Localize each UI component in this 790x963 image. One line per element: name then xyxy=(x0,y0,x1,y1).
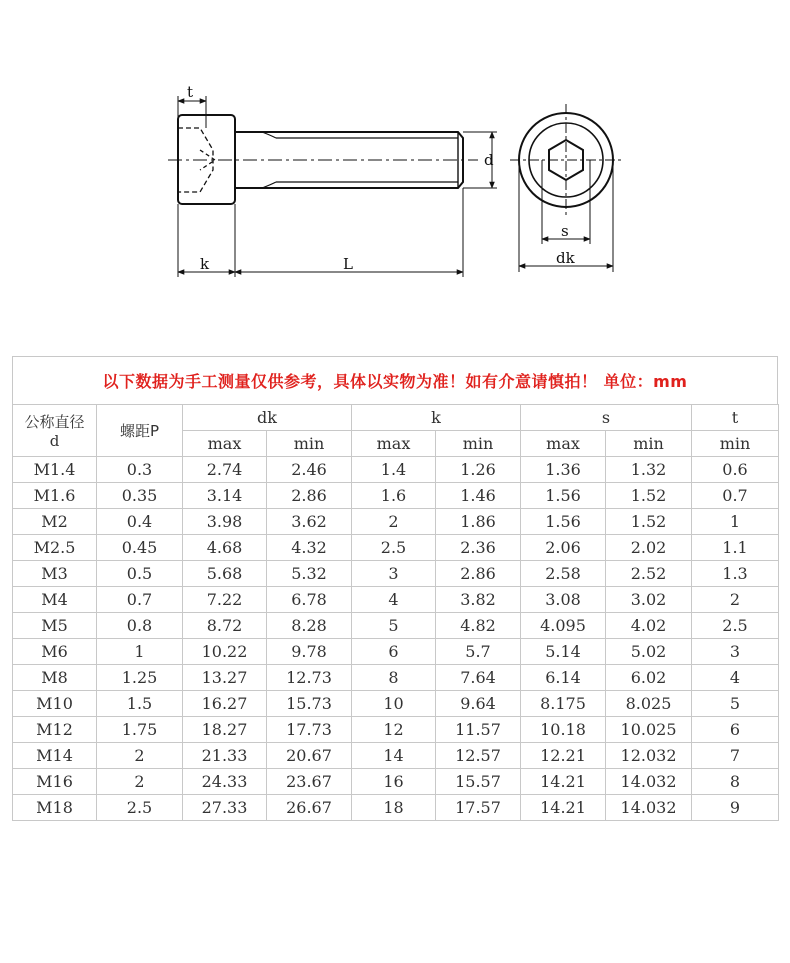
dim-label-s: s xyxy=(561,222,569,240)
cell-dk-min: 3.62 xyxy=(267,509,352,535)
cell-dk-min: 8.28 xyxy=(267,613,352,639)
cell-s-max: 6.14 xyxy=(521,665,606,691)
header-s-max: max xyxy=(521,431,606,457)
screw-technical-drawing xyxy=(0,0,790,300)
cell-k-max: 6 xyxy=(352,639,436,665)
cell-dk-max: 5.68 xyxy=(183,561,267,587)
cell-k-min: 17.57 xyxy=(436,795,521,821)
cell-dk-min: 23.67 xyxy=(267,769,352,795)
cell-s-max: 12.21 xyxy=(521,743,606,769)
cell-size: M5 xyxy=(13,613,97,639)
cell-s-min: 6.02 xyxy=(606,665,692,691)
table-row xyxy=(13,509,779,535)
screw-end-view xyxy=(510,104,622,216)
cell-pitch: 2.5 xyxy=(97,795,183,821)
cell-pitch: 0.8 xyxy=(97,613,183,639)
cell-dk-min: 2.86 xyxy=(267,483,352,509)
cell-dk-min: 5.32 xyxy=(267,561,352,587)
cell-t-min: 1.1 xyxy=(692,535,779,561)
cell-pitch: 0.45 xyxy=(97,535,183,561)
cell-pitch: 2 xyxy=(97,743,183,769)
cell-dk-max: 27.33 xyxy=(183,795,267,821)
cell-dk-min: 15.73 xyxy=(267,691,352,717)
cell-k-max: 3 xyxy=(352,561,436,587)
cell-k-max: 18 xyxy=(352,795,436,821)
dimension-table xyxy=(12,404,779,821)
cell-k-max: 1.4 xyxy=(352,457,436,483)
cell-k-max: 10 xyxy=(352,691,436,717)
cell-dk-max: 21.33 xyxy=(183,743,267,769)
cell-t-min: 8 xyxy=(692,769,779,795)
header-s-min: min xyxy=(606,431,692,457)
table-row xyxy=(13,691,779,717)
cell-k-min: 1.86 xyxy=(436,509,521,535)
cell-k-max: 1.6 xyxy=(352,483,436,509)
cell-k-max: 4 xyxy=(352,587,436,613)
header-d-line1: 公称直径 xyxy=(24,413,85,431)
cell-t-min: 4 xyxy=(692,665,779,691)
header-nominal-diameter xyxy=(13,405,97,457)
cell-s-min: 8.025 xyxy=(606,691,692,717)
cell-dk-min: 17.73 xyxy=(267,717,352,743)
cell-dk-min: 12.73 xyxy=(267,665,352,691)
cell-t-min: 1.3 xyxy=(692,561,779,587)
table-body xyxy=(13,457,779,821)
table-row xyxy=(13,483,779,509)
cell-t-min: 0.7 xyxy=(692,483,779,509)
cell-t-min: 3 xyxy=(692,639,779,665)
cell-s-max: 4.095 xyxy=(521,613,606,639)
cell-s-min: 14.032 xyxy=(606,769,692,795)
cell-k-max: 2 xyxy=(352,509,436,535)
header-dk: dk xyxy=(183,405,352,431)
cell-s-min: 5.02 xyxy=(606,639,692,665)
cell-size: M6 xyxy=(13,639,97,665)
cell-size: M3 xyxy=(13,561,97,587)
cell-s-min: 2.52 xyxy=(606,561,692,587)
cell-k-max: 14 xyxy=(352,743,436,769)
header-t-min: min xyxy=(692,431,779,457)
cell-dk-max: 24.33 xyxy=(183,769,267,795)
cell-s-max: 8.175 xyxy=(521,691,606,717)
cell-dk-min: 9.78 xyxy=(267,639,352,665)
cell-k-min: 9.64 xyxy=(436,691,521,717)
measurement-notice: 以下数据为手工测量仅供参考，具体以实物为准！如有介意请慎拍！ 单位：mm xyxy=(12,356,778,404)
cell-dk-max: 3.14 xyxy=(183,483,267,509)
cell-dk-min: 6.78 xyxy=(267,587,352,613)
table-row xyxy=(13,639,779,665)
header-k-max: max xyxy=(352,431,436,457)
cell-k-max: 2.5 xyxy=(352,535,436,561)
cell-dk-min: 26.67 xyxy=(267,795,352,821)
cell-dk-max: 18.27 xyxy=(183,717,267,743)
cell-t-min: 6 xyxy=(692,717,779,743)
cell-k-min: 11.57 xyxy=(436,717,521,743)
screw-side-view xyxy=(168,115,478,204)
table-row xyxy=(13,769,779,795)
table-row xyxy=(13,561,779,587)
cell-size: M2.5 xyxy=(13,535,97,561)
cell-pitch: 1.75 xyxy=(97,717,183,743)
cell-s-min: 14.032 xyxy=(606,795,692,821)
cell-s-min: 1.32 xyxy=(606,457,692,483)
cell-size: M12 xyxy=(13,717,97,743)
cell-t-min: 0.6 xyxy=(692,457,779,483)
cell-size: M14 xyxy=(13,743,97,769)
cell-k-min: 7.64 xyxy=(436,665,521,691)
cell-s-max: 1.56 xyxy=(521,509,606,535)
cell-s-min: 1.52 xyxy=(606,509,692,535)
table-row xyxy=(13,457,779,483)
cell-pitch: 0.35 xyxy=(97,483,183,509)
cell-dk-max: 16.27 xyxy=(183,691,267,717)
table-row xyxy=(13,587,779,613)
cell-s-max: 1.36 xyxy=(521,457,606,483)
cell-k-max: 16 xyxy=(352,769,436,795)
cell-k-min: 12.57 xyxy=(436,743,521,769)
cell-t-min: 2 xyxy=(692,587,779,613)
dim-label-t: t xyxy=(187,83,194,101)
cell-k-min: 2.36 xyxy=(436,535,521,561)
cell-dk-max: 3.98 xyxy=(183,509,267,535)
header-k: k xyxy=(352,405,521,431)
cell-pitch: 1.25 xyxy=(97,665,183,691)
table-row xyxy=(13,613,779,639)
cell-size: M2 xyxy=(13,509,97,535)
cell-pitch: 0.3 xyxy=(97,457,183,483)
cell-s-max: 14.21 xyxy=(521,769,606,795)
dim-label-dk: dk xyxy=(556,249,575,267)
cell-k-max: 5 xyxy=(352,613,436,639)
cell-size: M16 xyxy=(13,769,97,795)
cell-t-min: 5 xyxy=(692,691,779,717)
cell-size: M10 xyxy=(13,691,97,717)
cell-pitch: 0.4 xyxy=(97,509,183,535)
dim-label-k: k xyxy=(200,255,210,273)
header-t: t xyxy=(692,405,779,431)
cell-size: M4 xyxy=(13,587,97,613)
cell-t-min: 9 xyxy=(692,795,779,821)
table-row xyxy=(13,535,779,561)
cell-dk-min: 4.32 xyxy=(267,535,352,561)
cell-pitch: 1 xyxy=(97,639,183,665)
cell-s-max: 1.56 xyxy=(521,483,606,509)
cell-dk-max: 10.22 xyxy=(183,639,267,665)
header-dk-min: min xyxy=(267,431,352,457)
cell-s-min: 1.52 xyxy=(606,483,692,509)
header-dk-max: max xyxy=(183,431,267,457)
cell-dk-min: 20.67 xyxy=(267,743,352,769)
cell-s-min: 2.02 xyxy=(606,535,692,561)
cell-k-min: 1.26 xyxy=(436,457,521,483)
cell-k-min: 15.57 xyxy=(436,769,521,795)
header-k-min: min xyxy=(436,431,521,457)
cell-dk-min: 2.46 xyxy=(267,457,352,483)
cell-pitch: 1.5 xyxy=(97,691,183,717)
cell-k-min: 3.82 xyxy=(436,587,521,613)
cell-dk-max: 7.22 xyxy=(183,587,267,613)
table-row xyxy=(13,717,779,743)
cell-s-min: 12.032 xyxy=(606,743,692,769)
table-row xyxy=(13,743,779,769)
cell-k-min: 5.7 xyxy=(436,639,521,665)
cell-k-min: 4.82 xyxy=(436,613,521,639)
cell-s-max: 10.18 xyxy=(521,717,606,743)
cell-dk-max: 4.68 xyxy=(183,535,267,561)
cell-s-max: 3.08 xyxy=(521,587,606,613)
cell-dk-max: 8.72 xyxy=(183,613,267,639)
cell-size: M8 xyxy=(13,665,97,691)
dim-label-d: d xyxy=(484,151,494,169)
cell-pitch: 0.5 xyxy=(97,561,183,587)
cell-dk-max: 2.74 xyxy=(183,457,267,483)
cell-k-max: 12 xyxy=(352,717,436,743)
dim-label-L: L xyxy=(343,255,353,273)
cell-size: M18 xyxy=(13,795,97,821)
cell-k-min: 1.46 xyxy=(436,483,521,509)
cell-pitch: 0.7 xyxy=(97,587,183,613)
cell-s-max: 2.58 xyxy=(521,561,606,587)
cell-s-min: 10.025 xyxy=(606,717,692,743)
header-d-line2: d xyxy=(49,432,60,450)
cell-s-max: 14.21 xyxy=(521,795,606,821)
cell-pitch: 2 xyxy=(97,769,183,795)
cell-t-min: 2.5 xyxy=(692,613,779,639)
side-dimensions xyxy=(178,96,497,277)
header-s: s xyxy=(521,405,692,431)
cell-size: M1.6 xyxy=(13,483,97,509)
cell-s-min: 3.02 xyxy=(606,587,692,613)
cell-t-min: 7 xyxy=(692,743,779,769)
cell-size: M1.4 xyxy=(13,457,97,483)
cell-t-min: 1 xyxy=(692,509,779,535)
cell-s-min: 4.02 xyxy=(606,613,692,639)
cell-s-max: 2.06 xyxy=(521,535,606,561)
cell-k-min: 2.86 xyxy=(436,561,521,587)
table-row xyxy=(13,795,779,821)
cell-k-max: 8 xyxy=(352,665,436,691)
table-row xyxy=(13,665,779,691)
cell-dk-max: 13.27 xyxy=(183,665,267,691)
header-pitch: 螺距P xyxy=(97,405,183,457)
cell-s-max: 5.14 xyxy=(521,639,606,665)
